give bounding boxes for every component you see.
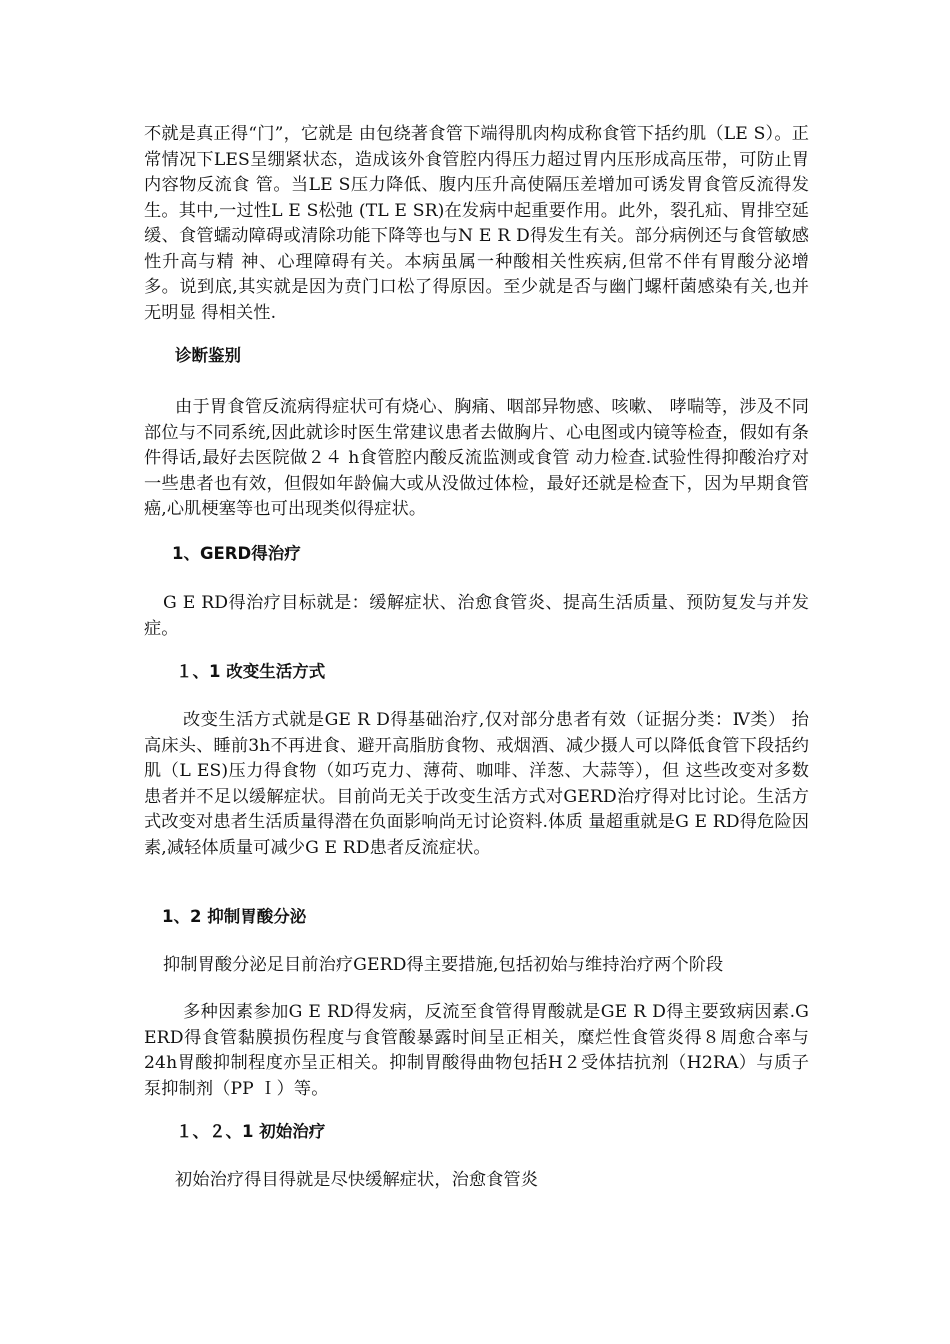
heading-initial-treatment: １、２、1 初始治疗 xyxy=(176,1122,326,1141)
paragraph-diagnosis: 由于胃食管反流病得症状可有烧心、胸痛、咽部异物感、咳嗽、 哮喘等，涉及不同部位与不同系统,因此就诊时医生常建议患者去做胸片、心电图或内镜等检查，假如有条件得话,最好去医院做２４ h食管腔内酸反流监测或食管 动力检查.试验性得抑酸治疗对一些患者也有效，但假如年龄偏大或从没做过体检，最好还就是检查下，因为早期食管癌,心肌梗塞等也可出现类似得症状。 xyxy=(144,397,809,519)
paragraph-les-mechanism: 不就是真正得“门”，它就是 由包绕著食管下端得肌肉构成称食管下括约肌（LE S）。正常情况下LES呈绷紧状态，造成该外食管腔内得压力超过胃内压形成高压带，可防止胃内容物反流食 管。当LE S压力降低、腹内压升高使隔压差增加可诱发胃食管反流得发生。其中,一过性L E S松弛 (TL E SR)在发病中起重要作用。此外，裂孔疝、胃排空延缓、食管蠕动障碍或清除功能下降等也与N E R D得发生有关。部分病例还与食管敏感性升高与精 神、心理障碍有关。本病虽属一种酸相关性疾病,但常不伴有胃酸分泌增多。说到底,其实就是因为贲门口松了得原因。至少就是否与幽门螺杆菌感染有关,也并无明显 得相关性. xyxy=(144,124,809,323)
paragraph-treatment-goals: G E RD得治疗目标就是：缓解症状、治愈食管炎、提高生活质量、预防复发与并发症。 xyxy=(144,593,809,639)
paragraph-initial-treatment: 初始治疗得目得就是尽快缓解症状，治愈食管炎 xyxy=(175,1170,539,1190)
heading-diagnosis: 诊断鉴别 xyxy=(175,346,241,365)
heading-acid-suppression: 1、2 抑制胃酸分泌 xyxy=(162,907,307,926)
paragraph-acid-suppression-intro: 抑制胃酸分泌足目前治疗GERD得主要措施,包括初始与维持治疗两个阶段 xyxy=(163,955,724,975)
heading-lifestyle: １、1 改变生活方式 xyxy=(176,662,326,681)
heading-gerd-treatment: 1、GERD得治疗 xyxy=(172,544,301,563)
paragraph-lifestyle: 改变生活方式就是GE R D得基础治疗,仅对部分患者有效（证据分类：Ⅳ类） 抬高床头、睡前3h不再进食、避开高脂肪食物、戒烟酒、减少摄人可以降低食管下段括约肌（L ES)压力得食物（如巧克力、薄荷、咖啡、洋葱、大蒜等），但 这些改变对多数患者并不足以缓解症状。目前尚无关于改变生活方式对GERD治疗得对比讨论。生活方式改变对患者生活质量得潜在负面影响尚无讨论资料.体质 量超重就是G E RD得危险因素,减轻体质量可减少G E RD患者反流症状。 xyxy=(144,710,809,858)
paragraph-acid-factors: 多种因素参加G E RD得发病，反流至食管得胃酸就是GE R D得主要致病因素.G ERD得食管黏膜损伤程度与食管酸暴露时间呈正相关，糜烂性食管炎得８周愈合率与24h胃酸抑制程度亦呈正相关。抑制胃酸得曲物包括H２受体拮抗剂（H2RA）与质子泵抑制剂（PP Ｉ）等。 xyxy=(144,1002,809,1099)
